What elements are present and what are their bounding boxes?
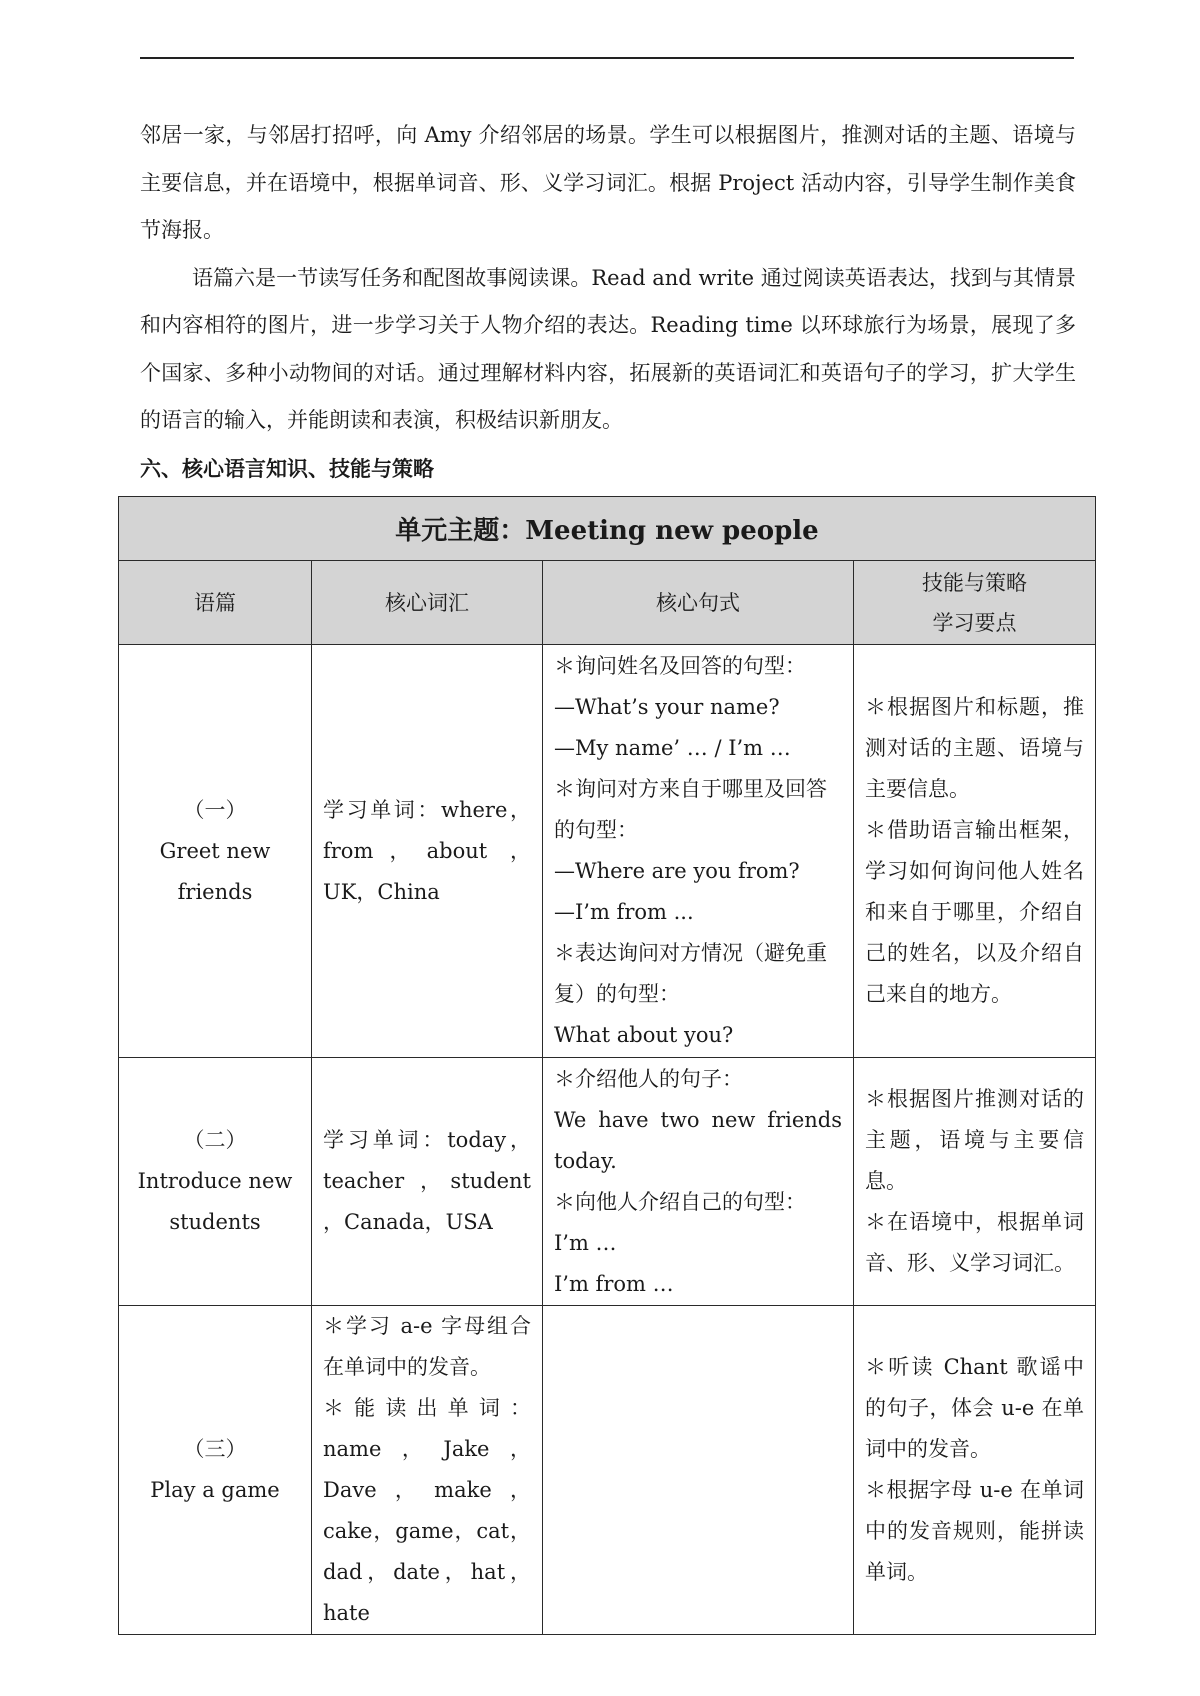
- section-heading: 六、核心语言知识、技能与策略: [140, 455, 434, 481]
- vocab-cell: 学习单词：where，from，about ，UK，China: [312, 645, 543, 1058]
- intro-paragraph-2: 语篇六是一节读写任务和配图故事阅读课。Read and write 通过阅读英语表达，找到与其情景和内容相符的图片，进一步学习关于人物介绍的表达。Reading time 以环球旅行为场景，展现了多个国家、多种小动物间的对话。通过理解材料内容，拓展新的英语词汇和英语句子的学习，扩大学生的语言的输入，并能朗读和表演，积极结识新朋友。: [140, 265, 1076, 432]
- lesson-number: （二）: [183, 1128, 247, 1152]
- skill-point: ＊听读 Chant 歌谣中的句子，体会 u-e 在单词中的发音。: [865, 1355, 1084, 1461]
- sentence-line: ＊询问对方来自于哪里及回答的句型：: [554, 777, 827, 842]
- lesson-number: （三）: [183, 1437, 247, 1461]
- lesson-title-line-2: friends: [177, 879, 253, 904]
- document-body: [140, 112, 1076, 492]
- lesson-title-line-1: Greet new: [159, 838, 271, 863]
- vocab-cell: [312, 1306, 543, 1635]
- header-skills-strategies: [854, 561, 1096, 645]
- sentence-line: I’m from …: [554, 1271, 674, 1296]
- skills-cell: [854, 1058, 1096, 1306]
- header-core-sentences: 核心句式: [543, 561, 854, 645]
- skill-point: ＊在语境中，根据单词音、形、义学习词汇。: [865, 1210, 1084, 1275]
- lesson-title-line-2: students: [169, 1210, 261, 1234]
- skills-cell: [854, 645, 1096, 1058]
- vocab-line: ＊ 能 读 出 单 词 ：name，Jake，Dave，make，cake，game，cat，dad，date，hat，hate: [323, 1396, 531, 1625]
- sentence-line: —My name’ … / I’m …: [554, 736, 791, 760]
- skill-point: ＊根据图片推测对话的主题，语境与主要信息。: [865, 1087, 1084, 1193]
- sentence-line: ＊向他人介绍自己的句型：: [554, 1189, 806, 1214]
- sentence-line: —Where are you from?: [554, 859, 800, 883]
- skill-point: ＊借助语言输出框架，学习如何询问他人姓名和来自于哪里，介绍自己的姓名，以及介绍自己来自的地方。: [865, 818, 1084, 1006]
- sentences-cell-empty: [543, 1306, 854, 1635]
- sentence-line: We have two new friends today.: [554, 1107, 842, 1173]
- table-row: [119, 1306, 1096, 1635]
- header-skills-line-1: 技能与策略: [922, 570, 1027, 595]
- header-lesson: 语篇: [119, 561, 312, 645]
- header-skills-line-2: 学习要点: [932, 610, 1017, 635]
- vocab-cell: 学习单词：today，teacher ，student ，Canada，USA: [312, 1058, 543, 1306]
- unit-theme-title: 单元主题：Meeting new people: [119, 497, 1096, 561]
- sentence-line: I’m …: [554, 1230, 617, 1255]
- sentence-line: ＊表达询问对方情况（避免重复）的句型：: [554, 941, 827, 1006]
- sentence-line: —What’s your name?: [554, 695, 780, 719]
- skill-point: ＊根据字母 u-e 在单词中的发音规则，能拼读单词。: [865, 1478, 1084, 1584]
- sentences-cell: [543, 645, 854, 1058]
- lesson-cell: [119, 1058, 312, 1306]
- lesson-number: （一）: [183, 797, 247, 822]
- sentence-line: —I’m from ...: [554, 900, 694, 924]
- sentence-line: ＊询问姓名及回答的句型：: [554, 654, 806, 678]
- lesson-title-line-1: Play a game: [150, 1478, 280, 1502]
- table-row: [119, 645, 1096, 1058]
- lesson-cell: [119, 645, 312, 1058]
- skills-cell: [854, 1306, 1096, 1635]
- lesson-cell: [119, 1306, 312, 1635]
- header-core-vocab: 核心词汇: [312, 561, 543, 645]
- skill-point: ＊根据图片和标题，推测对话的主题、语境与主要信息。: [865, 695, 1084, 801]
- header-rule: [140, 57, 1074, 59]
- sentences-cell: [543, 1058, 854, 1306]
- sentence-line: What about you?: [554, 1023, 734, 1047]
- vocab-line: ＊学习 a-e 字母组合在单词中的发音。: [323, 1314, 531, 1379]
- lesson-title-line-1: Introduce new: [137, 1169, 293, 1193]
- core-knowledge-table: [118, 496, 1096, 1635]
- table-row: [119, 1058, 1096, 1306]
- sentence-line: ＊介绍他人的句子：: [554, 1066, 743, 1091]
- intro-paragraph-1: 邻居一家，与邻居打招呼，向 Amy 介绍邻居的场景。学生可以根据图片，推测对话的主题、语境与主要信息，并在语境中，根据单词音、形、义学习词汇。根据 Project 活动内容，引导学生制作美食节海报。: [140, 123, 1076, 242]
